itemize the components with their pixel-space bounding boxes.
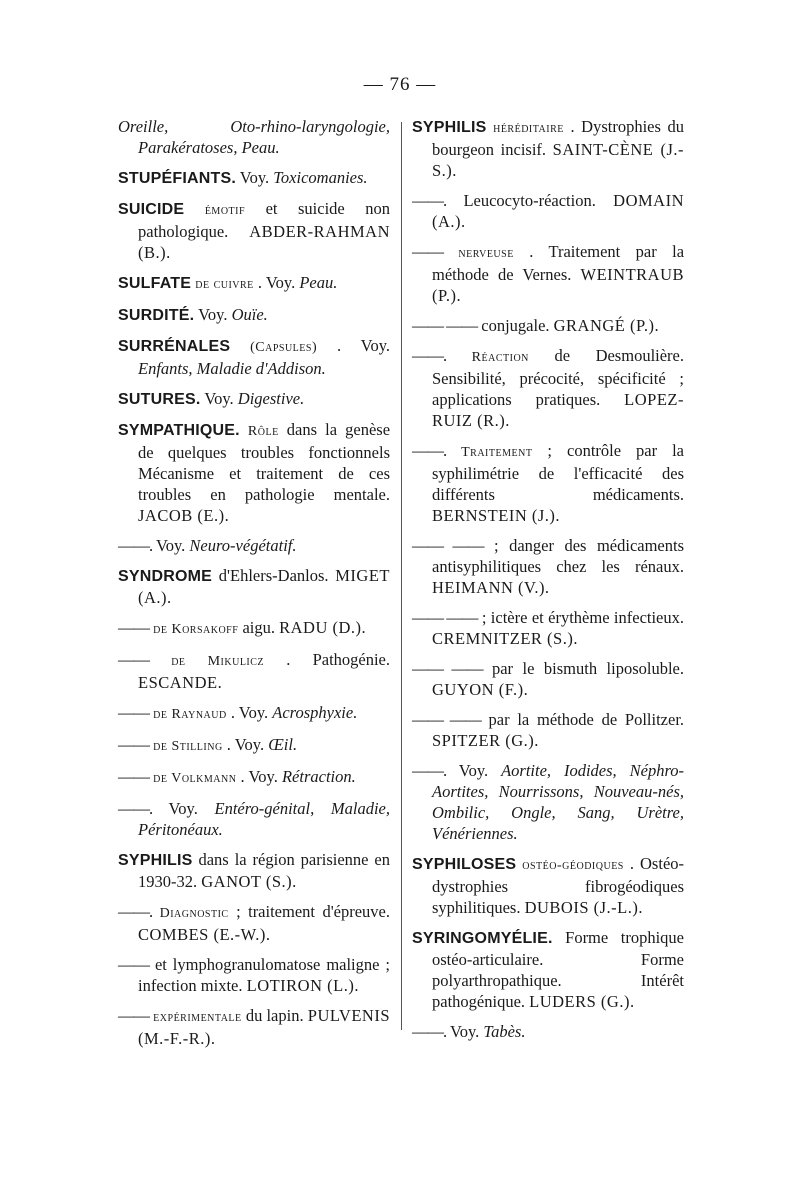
- entry-dash: ——.: [118, 799, 153, 818]
- entry-text: . Voy.: [230, 703, 273, 722]
- entry-text: . Voy.: [226, 735, 269, 754]
- entry-cross-reference: Tabès.: [483, 1022, 526, 1041]
- entry-text: Leucocyto-réaction.: [463, 191, 614, 210]
- entry-author: COMBES (E.-W.).: [138, 925, 271, 944]
- entry-text: . Dystrophies du bourgeon incisif.: [432, 117, 685, 159]
- entry-author: HEIMANN (V.).: [432, 578, 550, 597]
- entry-dash: ——.: [412, 346, 447, 365]
- entry-subheading: de Volkmann: [153, 771, 237, 786]
- index-entry: [412, 1021, 684, 1042]
- entry-text: par la méthode de Pollitzer.: [488, 710, 685, 729]
- entry-subheading: de Korsakoff: [153, 622, 239, 637]
- entry-text: Forme trophique ostéo-articulaire. Forme polyarthropathique. Intérêt pathogénique.: [432, 928, 684, 1011]
- index-entry: [118, 954, 390, 996]
- index-entry: [118, 419, 390, 526]
- entry-author: DUBOIS (J.-L.).: [524, 898, 644, 917]
- entry-headword: SYNDROME: [118, 568, 213, 585]
- index-entry: [118, 335, 390, 379]
- left-column: [118, 116, 390, 1058]
- entry-text: du lapin.: [245, 1006, 308, 1025]
- index-entry: [412, 190, 684, 232]
- entry-headword: SURDITÉ.: [118, 307, 195, 324]
- entry-text: aigu.: [242, 618, 280, 637]
- index-entry: [412, 853, 684, 918]
- index-entry: [118, 167, 390, 189]
- entry-text: . Voy.: [336, 336, 390, 355]
- entry-dash: ——.: [118, 902, 153, 921]
- entry-text: dans la région parisienne en 1930-32.: [138, 850, 391, 891]
- entry-text: ; traitement d'épreuve.: [236, 902, 391, 921]
- entry-dash: ——.: [412, 191, 447, 210]
- entry-dash: —— ——: [412, 608, 478, 627]
- entry-cross-reference: Acrosphyxie.: [272, 703, 358, 722]
- entry-text: Voy.: [449, 1022, 484, 1041]
- index-entry: [118, 304, 390, 326]
- entry-text: . Traitement par la méthode de Vernes.: [432, 242, 685, 284]
- entry-author: SAINT-CÈNE (J.-S.).: [432, 140, 684, 180]
- entry-headword: SUICIDE: [118, 201, 185, 218]
- index-entry: [118, 766, 390, 789]
- index-entry: [118, 617, 390, 640]
- entry-dash: ——.: [412, 441, 447, 460]
- entry-cross-reference: Entéro-génital, Maladie, Péritonéaux.: [138, 799, 390, 839]
- entry-author: ABDER-RAHMAN (B.).: [138, 222, 390, 262]
- entry-dash: —— ——: [412, 710, 481, 729]
- index-entry: [412, 535, 684, 598]
- entry-author: WEINTRAUB (P.).: [432, 265, 684, 305]
- entry-dash: ——: [118, 650, 149, 669]
- entry-headword: SYPHILIS: [412, 119, 487, 136]
- entry-cross-reference: Aortite, Iodides, Néphro-Aortites, Nourrissons, Nouveau-nés, Ombilic, Ongle, Sang, Urètre, Vénériennes.: [432, 761, 685, 843]
- entry-subheading: (Capsules): [250, 340, 318, 355]
- entry-author: RADU (D.).: [279, 618, 367, 637]
- entry-subheading: expérimentale: [153, 1010, 242, 1025]
- entry-cross-reference: Œil.: [268, 735, 298, 754]
- entry-headword: STUPÉFIANTS.: [118, 170, 236, 187]
- index-entry: [118, 388, 390, 410]
- entry-headword: SURRÉNALES: [118, 338, 231, 355]
- entry-author: CREMNITZER (S.).: [432, 629, 578, 648]
- entry-dash: —— ——: [412, 659, 483, 678]
- entry-cross-reference: Ouïe.: [231, 305, 268, 324]
- entry-dash: ——: [118, 703, 149, 722]
- entry-cross-reference: Toxicomanies.: [273, 168, 368, 187]
- index-entry: [118, 535, 390, 556]
- index-entry: [118, 272, 390, 295]
- entry-text: ; danger des médicaments antisyphilitiques chez les rénaux.: [432, 536, 685, 576]
- entry-subheading: Traitement: [461, 445, 533, 460]
- entry-subheading: Diagnostic: [159, 906, 229, 921]
- entry-subheading: Rôle: [247, 424, 279, 439]
- entry-dash: —— ——: [412, 316, 478, 335]
- index-entry: [412, 760, 684, 844]
- entry-headword: SYPHILIS: [118, 852, 193, 869]
- entry-headword: SYMPATHIQUE.: [118, 422, 240, 439]
- index-entry: [118, 798, 390, 840]
- index-entry: [412, 440, 684, 526]
- entry-author: ESCANDE.: [138, 673, 223, 692]
- entry-dash: ——: [118, 767, 149, 786]
- entry-dash: —— ——: [412, 536, 484, 555]
- entry-author: LUDERS (G.).: [529, 992, 635, 1011]
- entry-author: BERNSTEIN (J.).: [432, 506, 561, 525]
- entry-subheading: de Mikulicz: [171, 654, 265, 669]
- column-divider: [401, 122, 402, 1030]
- entry-text: Voy.: [198, 305, 232, 324]
- entry-subheading: de Stilling: [153, 739, 223, 754]
- entry-text: . Voy.: [240, 767, 282, 786]
- entry-subheading: nerveuse: [458, 246, 514, 261]
- entry-subheading: ostéo-géodiques: [522, 858, 624, 873]
- entry-dash: ——: [412, 242, 443, 261]
- entry-subheading: de cuivre: [195, 277, 254, 292]
- entry-headword: SUTURES.: [118, 391, 201, 408]
- entry-subheading: héréditaire: [493, 121, 564, 136]
- index-entry: [118, 198, 390, 263]
- entry-author: JACOB (E.).: [138, 506, 230, 525]
- entry-text: par le bismuth liposoluble.: [491, 659, 685, 678]
- entry-text: Voy.: [239, 168, 274, 187]
- entry-cross-reference: Enfants, Maladie d'Addison.: [138, 359, 326, 378]
- entry-text: . Pathogénie.: [286, 650, 391, 669]
- index-entry: [412, 607, 684, 649]
- entry-author: PULVENIS (M.-F.-R.).: [138, 1006, 391, 1048]
- index-entry: [412, 241, 684, 306]
- entry-dash: ——.: [412, 761, 447, 780]
- entry-author: LOPEZ-RUIZ (R.).: [432, 390, 684, 430]
- entry-text: dans la genèse de quelques troubles fonctionnels Mécanisme et traitement de ces troubles en pathologie mentale.: [138, 420, 391, 504]
- entry-headword: SYRINGOMYÉLIE.: [412, 930, 553, 947]
- entry-dash: ——.: [118, 536, 153, 555]
- entry-text: et suicide non pathologique.: [138, 199, 390, 241]
- entry-author: LOTIRON (L.).: [246, 976, 359, 995]
- page-number: — 76 —: [363, 74, 437, 95]
- entry-author: GUYON (F.).: [432, 680, 529, 699]
- index-entry: [412, 116, 684, 181]
- entry-author: DOMAIN (A.).: [432, 191, 685, 231]
- index-entry: [118, 734, 390, 757]
- index-entry: [412, 658, 684, 700]
- index-entry: [118, 116, 390, 158]
- entry-headword: SULFATE: [118, 275, 192, 292]
- entry-dash: ——: [118, 955, 149, 974]
- entry-cross-reference: Rétraction.: [281, 767, 356, 786]
- entry-text: . Ostéo-dystrophies fibrogéodiques syphilitiques.: [432, 854, 685, 917]
- entry-text: Voy.: [458, 761, 502, 780]
- entry-author: MIGET (A.).: [138, 566, 390, 607]
- entry-text: . Voy.: [257, 273, 300, 292]
- index-entry: [118, 849, 390, 892]
- entry-cross-reference: Oreille, Oto-rhino-laryngologie, Parakératoses, Peau.: [118, 117, 390, 157]
- index-entry: [118, 1005, 390, 1049]
- entry-headword: SYPHILOSES: [412, 856, 517, 873]
- entry-dash: ——: [118, 735, 149, 754]
- entry-text: Voy.: [155, 536, 190, 555]
- right-column: [412, 116, 684, 1051]
- entry-subheading: de Raynaud: [153, 707, 227, 722]
- entry-text: ; ictère et érythème infectieux.: [481, 608, 685, 627]
- index-entry: [118, 702, 390, 725]
- entry-author: SPITZER (G.).: [432, 731, 539, 750]
- entry-author: GRANGÉ (P.).: [553, 316, 660, 335]
- entry-cross-reference: Digestive.: [237, 389, 305, 408]
- entry-text: conjugale.: [481, 316, 554, 335]
- entry-dash: ——.: [412, 1022, 447, 1041]
- entry-subheading: émotif: [204, 203, 246, 218]
- entry-subheading: Réaction: [471, 350, 529, 365]
- index-entry: [118, 901, 390, 945]
- index-entry: [412, 345, 684, 431]
- entry-author: GANOT (S.).: [201, 872, 297, 891]
- entry-dash: ——: [118, 1006, 149, 1025]
- entry-text: d'Ehlers-Danlos.: [218, 566, 336, 585]
- index-entry: [118, 565, 390, 608]
- entry-cross-reference: Peau.: [299, 273, 338, 292]
- index-entry: [412, 927, 684, 1012]
- entry-text: ; contrôle par la syphilimétrie de l'efficacité des différents médicaments.: [432, 441, 684, 504]
- index-entry: [412, 709, 684, 751]
- index-entry: [412, 315, 684, 336]
- entry-text: et lymphogranulomatose maligne ; infection mixte.: [138, 955, 390, 995]
- entry-text: Voy.: [204, 389, 238, 408]
- entry-text: Voy.: [168, 799, 215, 818]
- entry-cross-reference: Neuro-végétatif.: [189, 536, 297, 555]
- entry-text: de Desmoulière. Sensibilité, précocité, spécificité ; applications pratiques.: [432, 346, 684, 409]
- index-entry: [118, 649, 390, 693]
- entry-dash: ——: [118, 618, 149, 637]
